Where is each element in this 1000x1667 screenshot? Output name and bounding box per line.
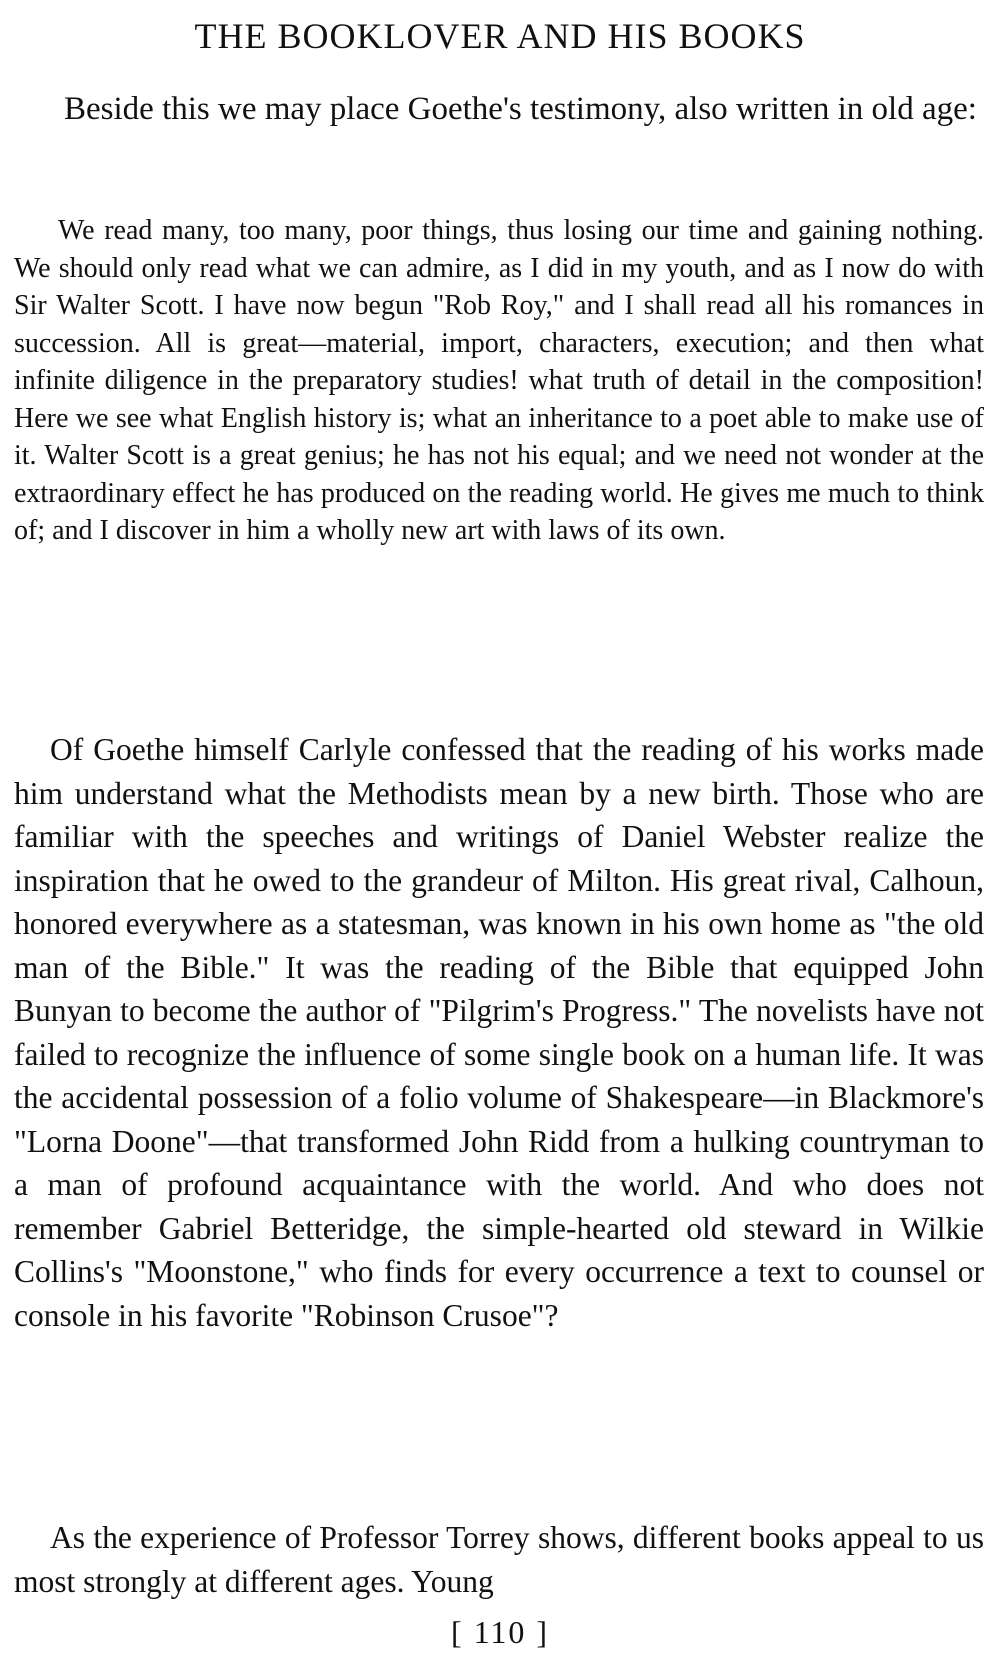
block-quote: We read many, too many, poor things, thus losing our time and gaining nothing. We should only read what we can admire, as I did in my youth, and as I now do with Sir Walter Scott. I have now begun "Rob Roy," and I shall read all his romances in succession. All is great—material, import, characters, execution; and then what infinite diligence in the preparatory studies! what truth of detail in the composition! Here we see what English history is; what an inheritance to a poet able to make use of it. Walter Scott is a great genius; he has not his equal; and we need not wonder at the extraordinary effect he has produced on the reading world. He gives me much to think of; and I discover in him a wholly new art with laws of its own. (14, 215, 984, 546)
page-number: [ 110 ] (450, 1614, 550, 1650)
intro-paragraph: Beside this we may place Goethe's testimony, also written in old age: (64, 91, 977, 127)
body-paragraph: Of Goethe himself Carlyle confessed that the reading of his works made him understand what the Methodists mean by a new birth. Those who are familiar with the speeches and writings of Daniel Webster realize the inspiration that he owed to the grandeur of Milton. His great rival, Calhoun, honored everywhere as a statesman, was known in his own home as "the old man of the Bible." It was the reading of the Bible that equipped John Bunyan to become the author of "Pilgrim's Progress." The novelists have not failed to recognize the influence of some single book on a human life. It was the accidental possession of a folio volume of Shakespeare—in Blackmore's "Lorna Doone"—that transformed John Ridd from a hulking countryman to a man of profound acquaintance with the world. And who does not remember Gabriel Betteridge, the simple-hearted old steward in Wilkie Collins's "Moonstone," who finds for every occurrence a text to counsel or console in his favorite "Robinson Crusoe"? (14, 732, 984, 1333)
running-head: THE BOOKLOVER AND HIS BOOKS (194, 16, 806, 56)
body-paragraph-continued: As the experience of Professor Torrey shows, different books appeal to us most strongly at different ages. Young (14, 1520, 984, 1599)
